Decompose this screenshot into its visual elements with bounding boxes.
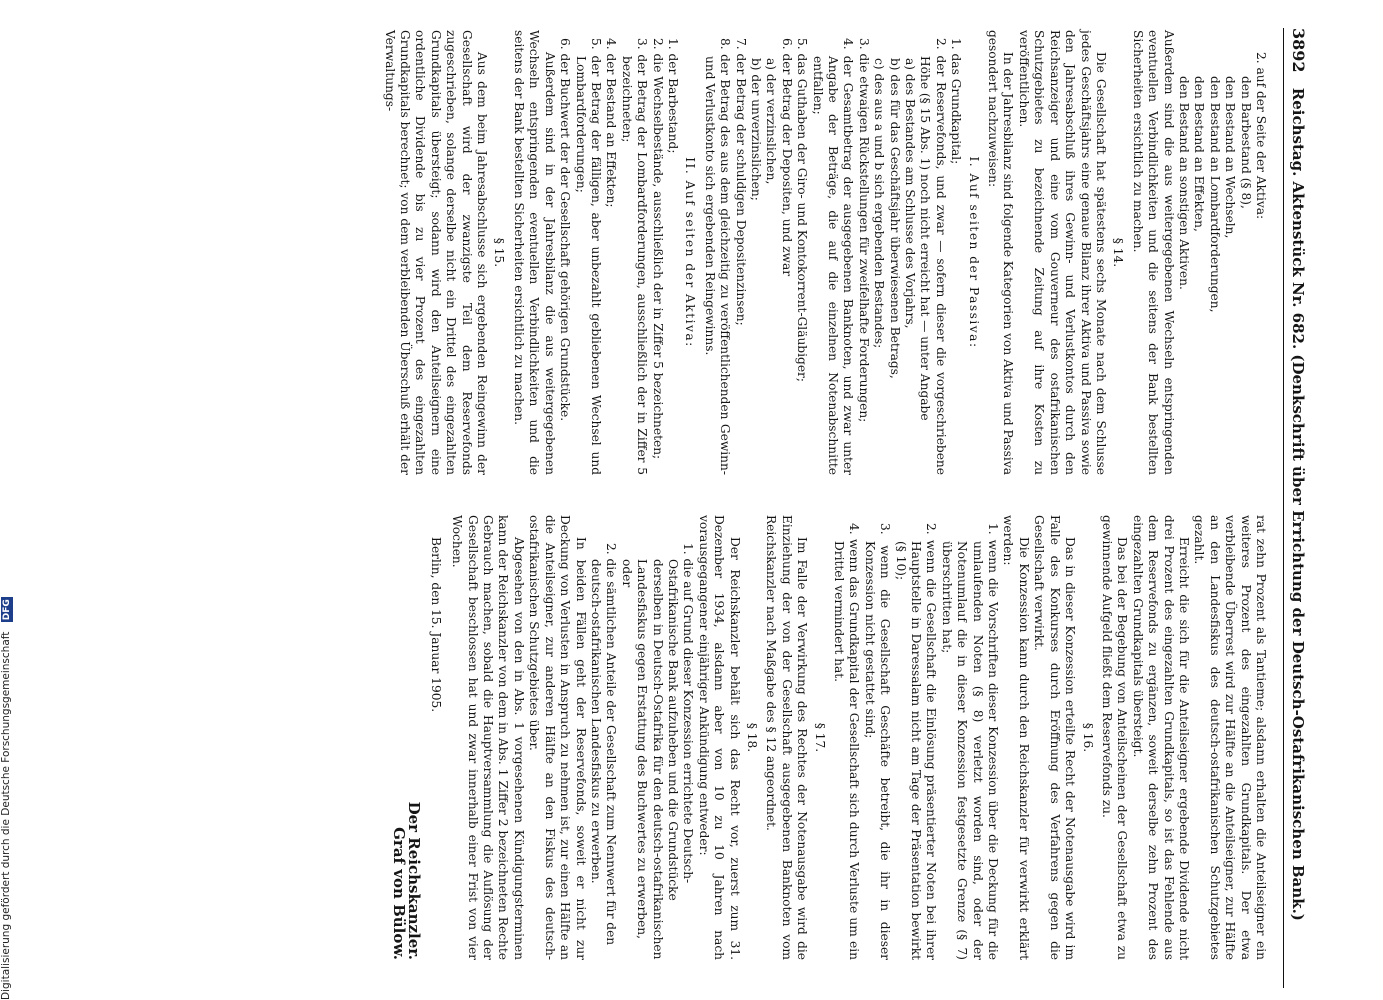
subheading: I. Auf seiten der Passiva: bbox=[966, 156, 981, 349]
list-item: 4. der Bestand an Effekten; bbox=[604, 38, 619, 208]
paragraph: Im Falle der Verwirkung des Rechtes der Notenausgabe wird die Einziehung der von der Gesellschaft ausgegebenen Banknoten vom Reichskanzler nach Maßgabe des § 12 angeordnet. bbox=[764, 515, 810, 960]
page-header bbox=[1283, 28, 1306, 988]
section-heading: § 14. bbox=[1111, 237, 1126, 268]
section-heading: § 18. bbox=[745, 722, 759, 753]
right-column bbox=[391, 515, 1268, 960]
list-item: 4. wenn das Grundkapital der Gesellschaft sich durch Verluste um ein Drittel vermindert hat. bbox=[832, 523, 862, 960]
list-item: 2. die sämtlichen Anteile der Gesellschaft zum Nennwert für den deutsch-ostafrikanischen Landesfiskus zu erwerben. bbox=[588, 543, 619, 946]
paragraph: Erreicht die sich für die Anteilseigner ergebende Dividende nicht drei Prozent des eingezahlten Grundkapitals, so ist das Fehlende aus dem Reservefonds zu ergänzen, soweit derselbe zehn Prozent des eingezahlten Grundkapitals übersteigt. bbox=[1130, 515, 1191, 960]
list-item: den Bestand an Wechseln, bbox=[1223, 76, 1238, 239]
credit-text: Digitalisierung gefördert durch die Deutsche Forschungsgemeinschaft bbox=[0, 631, 12, 1000]
section-heading: § 15. bbox=[492, 237, 507, 268]
paragraph: Der Reichskanzler behält sich das Recht vor, zuerst zum 31. Dezember 1934, alsdann aber von 10 zu 10 Jahren nach vorausgegangener einjähriger Ankündigung entweder: bbox=[696, 515, 742, 960]
list-item: 6. der Buchwert der der Gesellschaft gehörigen Grundstücke. bbox=[558, 38, 573, 422]
list-item: a) des Bestandes am Schlusse des Vorjahrs, bbox=[903, 58, 918, 329]
paragraph: Die Konzession kann durch den Reichskanzler für verwirkt erklärt werden: bbox=[1001, 515, 1031, 960]
paragraph: Das in dieser Konzession erteilte Recht der Notenausgabe wird im Falle des Konkurses durch Eröffnung des Verfahrens gegen die Gesellschaft verwirkt. bbox=[1032, 515, 1078, 960]
paragraph: In beiden Fällen geht der Reservefonds, soweit er nicht zur Deckung von Verlusten in Anspruch zu nehmen ist, zur einen Hälfte an die Anteilseigner, zur anderen Hälfte an den Fiskus des deutsch-ostafrikanischen Schutzgebietes über. bbox=[527, 515, 588, 960]
section-heading: § 17. bbox=[812, 722, 827, 753]
rotated-document-page bbox=[10, 0, 1320, 1000]
paragraph: rat zehn Prozent als Tantieme; alsdann erhalten die Anteilseigner ein weiteres Prozent des eingezahlten Grundkapitals. Der etwa verbleibende Überrest wird zur Hälfte an die Anteilseigner, zur Hälfte an den Landesfiskus des deutsch-ostafrikanischen Schutzgebietes gezahlt. bbox=[1192, 515, 1268, 960]
paragraph: Außerdem sind in der Jahresbilanz die aus weitergegebenen Wechseln entspringenden eventuellen Verbindlichkeiten und die seitens der Bank bestellten Sicherheiten ersichtlich zu machen. bbox=[511, 30, 557, 475]
list-item: 5. der Betrag der fälligen, aber unbezahlt gebliebenen Wechsel und Lombardforderungen; bbox=[573, 38, 603, 475]
list-item: 4. der Gesamtbetrag der ausgegebenen Banknoten, und zwar unter Angabe der Beträge, die auf die einzelnen Notenabschnitte entfallen; bbox=[810, 38, 856, 475]
left-column bbox=[381, 30, 1268, 475]
paragraph: Außerdem sind die aus weitergegebenen Wechseln entspringenden eventuellen Verbindlichkeiten und die seitens der Bank bestellten Sicherheiten ersichtlich zu machen. bbox=[1130, 30, 1176, 475]
list-item: b) des für das Geschäftsjahr überwiesenen Betrags, bbox=[887, 58, 902, 379]
paragraph: Abgesehen von den in Abs. 1 vorgesehenen Kündigungsterminen kann der Reichskanzler von dem in Abs. 1 Ziffer 2 bezeichneten Rechte Gebrauch machen, sobald die Hauptversammlung die Auflösung der Gesellschaft beschlossen hat und zwar innerhalb einer Frist von vier Wochen. bbox=[450, 515, 526, 960]
list-item: 6. der Betrag der Depositen, und zwar bbox=[779, 38, 794, 277]
list-item: 5. das Guthaben der Giro- und Kontokorrent-Gläubiger; bbox=[795, 38, 810, 382]
list-item: 7. der Betrag der schuldigen Depositenzinsen; bbox=[733, 38, 748, 326]
paragraph: Aus dem beim Jahresabschlusse sich ergebenden Reingewinn der Gesellschaft wird der zwanzigste Teil dem Reservefonds zugeschrieben, solange derselbe nicht ein Drittel des eingezahlten Grundkapitals übersteigt; sodann wird den Anteilseignern eine ordentliche Dividende bis zu vier Prozent des eingezahlten Grundkapitals berechnet; von dem verbleibenden Überschuß erhält der Verwaltungs- bbox=[382, 30, 490, 475]
list-item: den Bestand an Lombardforderungen, bbox=[1207, 76, 1222, 313]
list-item: 2. der Reservefonds, und zwar — sofern dieser die vorgeschriebene Höhe (§ 15 Abs. 1) noch nicht erreicht hat — unter Angabe bbox=[918, 38, 948, 475]
list-item: 8. der Betrag des aus dem gleichzeitig zu veröffentlichenden Gewinn- und Verlustkonto sich ergebenden Reingewinns. bbox=[702, 38, 733, 475]
list-item: 1. wenn die Vorschriften dieser Konzession über die Deckung für die umlaufenden Noten (§ 8) verletzt worden sind, oder der Notenumlauf die in dieser Konzession festgesetzte Grenze (§ 7) überschritten hat; bbox=[939, 523, 1001, 960]
list-item: den Barbestand (§ 8), bbox=[1238, 76, 1253, 209]
list-item: a) der verzinslichen, bbox=[764, 58, 779, 185]
list-item: 3. die etwaigen Rückstellungen für zweifelhafte Forderungen; bbox=[856, 38, 871, 423]
paragraph: Die Gesellschaft hat spätestens sechs Monate nach dem Schlusse jedes Geschäftsjahrs eine genaue Bilanz ihrer Aktiva und Passiva sowie den Jahresabschluß ihres Gewinn- und Verlustkontos durch den Reichsanzeiger und eine vom Gouverneur des ostafrikanischen Schutzgebietes zu bezeichnende Zeitung auf ihre Kosten zu veröffentlichen. bbox=[1016, 30, 1108, 475]
list-item: 1. die auf Grund dieser Konzession errichtete Deutsch-Ostafrikanische Bank aufzuheben und die Grundstücke derselben in Deutsch-Ostafrika für den deutsch-ostafrikanischen Landesfiskus gegen Erstattung des Buchwertes zu erwerben, oder bbox=[619, 543, 696, 960]
paragraph: In der Jahresbilanz sind folgende Kategorien von Aktiva und Passiva gesondert nachzuweisen: bbox=[986, 30, 1016, 475]
list-item: 3. der Betrag der Lombardforderungen, ausschließlich der in Ziffer 5 bezeichneten; bbox=[619, 38, 650, 475]
place-date: Berlin, den 15. Januar 1905. bbox=[428, 537, 443, 713]
subheading: II. Auf seiten der Aktiva: bbox=[683, 157, 698, 348]
list-item: den Bestand an sonstigen Aktiven. bbox=[1176, 76, 1191, 290]
list-item: b) der unverzinslichen; bbox=[749, 58, 763, 201]
list-item: 2. wenn die Gesellschaft die Einlösung präsentierter Noten bei ihrer Hauptstelle in Daressalam nicht am Tage der Präsentation bewirkt (§ 10); bbox=[893, 523, 939, 960]
list-item: 1. der Barbestand; bbox=[665, 38, 680, 154]
dfg-logo: DFG bbox=[2, 599, 12, 621]
list-item: 3. wenn die Gesellschaft Geschäfte betreibt, die ihr in dieser Konzession nicht gestattet sind; bbox=[862, 523, 893, 960]
list-item: c) des aus a und b sich ergebenden Bestandes; bbox=[872, 58, 887, 349]
list-item: den Bestand an Effekten, bbox=[1192, 76, 1207, 232]
list-item: 2. die Wechselbestände, ausschließlich der in Ziffer 5 bezeichneten; bbox=[650, 38, 665, 460]
paragraph: Das bei der Begebung von Anteilscheinen der Gesellschaft etwa zu gewinnende Aufgeld fließt dem Reservefonds zu. bbox=[1099, 515, 1130, 960]
signature-office: Der Reichskanzler. bbox=[405, 801, 424, 960]
list-item: 1. das Grundkapital; bbox=[949, 38, 964, 165]
signature-name: Graf von Bülow. bbox=[390, 827, 409, 960]
page-number: 3892 bbox=[1289, 28, 1308, 73]
aktiva-intro: 2. auf der Seite der Aktiva: bbox=[1254, 52, 1268, 220]
page-title: Reichstag. Aktenstück Nr. 682. (Denkschrift über Errichtung der Deutsch-Ostafrikanischen Bank.) bbox=[1289, 87, 1307, 921]
section-heading: § 16. bbox=[1080, 722, 1095, 753]
